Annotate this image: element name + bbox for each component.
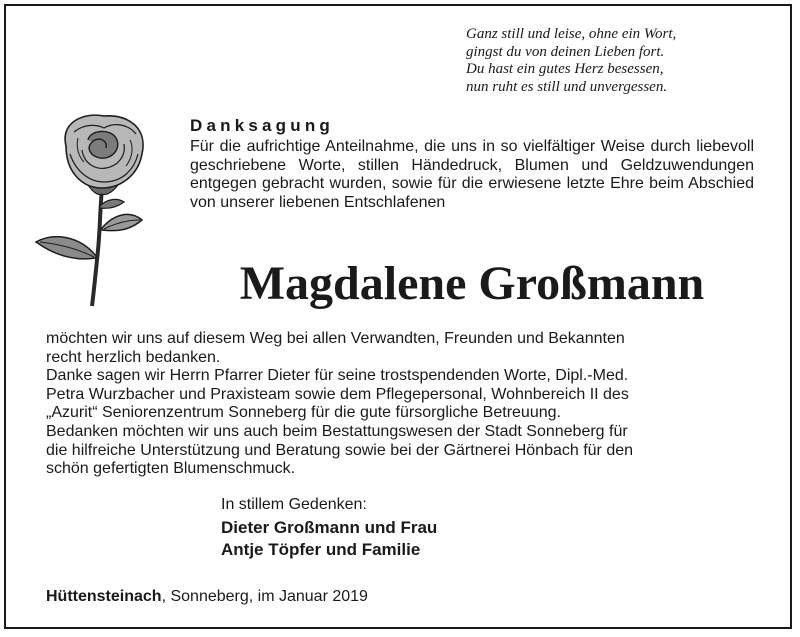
body-line: möchten wir uns auf diesem Weg bei allen Verwandten, Freunden und Bekannten xyxy=(46,330,625,347)
heading-title: Danksagung xyxy=(190,116,335,135)
signer-name: Dieter Großmann und Frau xyxy=(221,518,438,537)
body-line: Danke sagen wir Herrn Pfarrer Dieter für seine trostspendenden Worte, Dipl.-Med. xyxy=(46,367,629,385)
poem-line: Ganz still und leise, ohne ein Wort, xyxy=(466,26,677,42)
body-line: die hilfreiche Unterstützung und Beratung sowie bei der Gärtnerei Hönbach für den xyxy=(46,441,634,459)
body-line: Bedanken möchten wir uns auch beim Bestattungswesen der Stadt Sonneberg für xyxy=(46,422,628,440)
thanks-body xyxy=(46,330,754,479)
poem-line: gingst du von deinen Lieben fort. xyxy=(466,43,665,60)
poem-line: nun ruht es still und unvergessen. xyxy=(466,78,668,95)
body-line: Petra Wurzbacher und Praxisteam sowie dem Pflegepersonal, Wohnbereich II des xyxy=(46,385,629,403)
poem-line: Du hast ein gutes Herz besessen, xyxy=(466,61,664,77)
place-date-line xyxy=(46,588,368,606)
body-line: „Azurit“ Seniorenzentrum Sonneberg für die gute fürsorgliche Betreuung. xyxy=(46,404,561,422)
deceased-name: Magdalene Großmann xyxy=(239,257,705,310)
place-date-rest: , Sonneberg, im Januar 2019 xyxy=(161,588,368,605)
place-name: Hüttensteinach xyxy=(46,588,162,605)
body-line: recht herzlich bedanken. xyxy=(46,348,221,366)
signoff-label: In stillem Gedenken: xyxy=(221,496,367,513)
memorial-poem xyxy=(466,26,786,96)
intro-paragraph: Für die aufrichtige Anteilnahme, die uns in so vielfältiger Weise durch liebevoll geschriebene Worte, stillen Händedruck, Blumen und Geldzuwendungen entgegen gebracht wurden, sowie für die erwiesene letzte Ehre beim Abschied von unserer liebenen Entschlafenen xyxy=(190,138,754,211)
signer-name: Antje Töpfer und Familie xyxy=(221,540,421,559)
body-line: schön gefertigten Blumenschmuck. xyxy=(46,460,296,478)
rose-illustration xyxy=(30,110,162,310)
